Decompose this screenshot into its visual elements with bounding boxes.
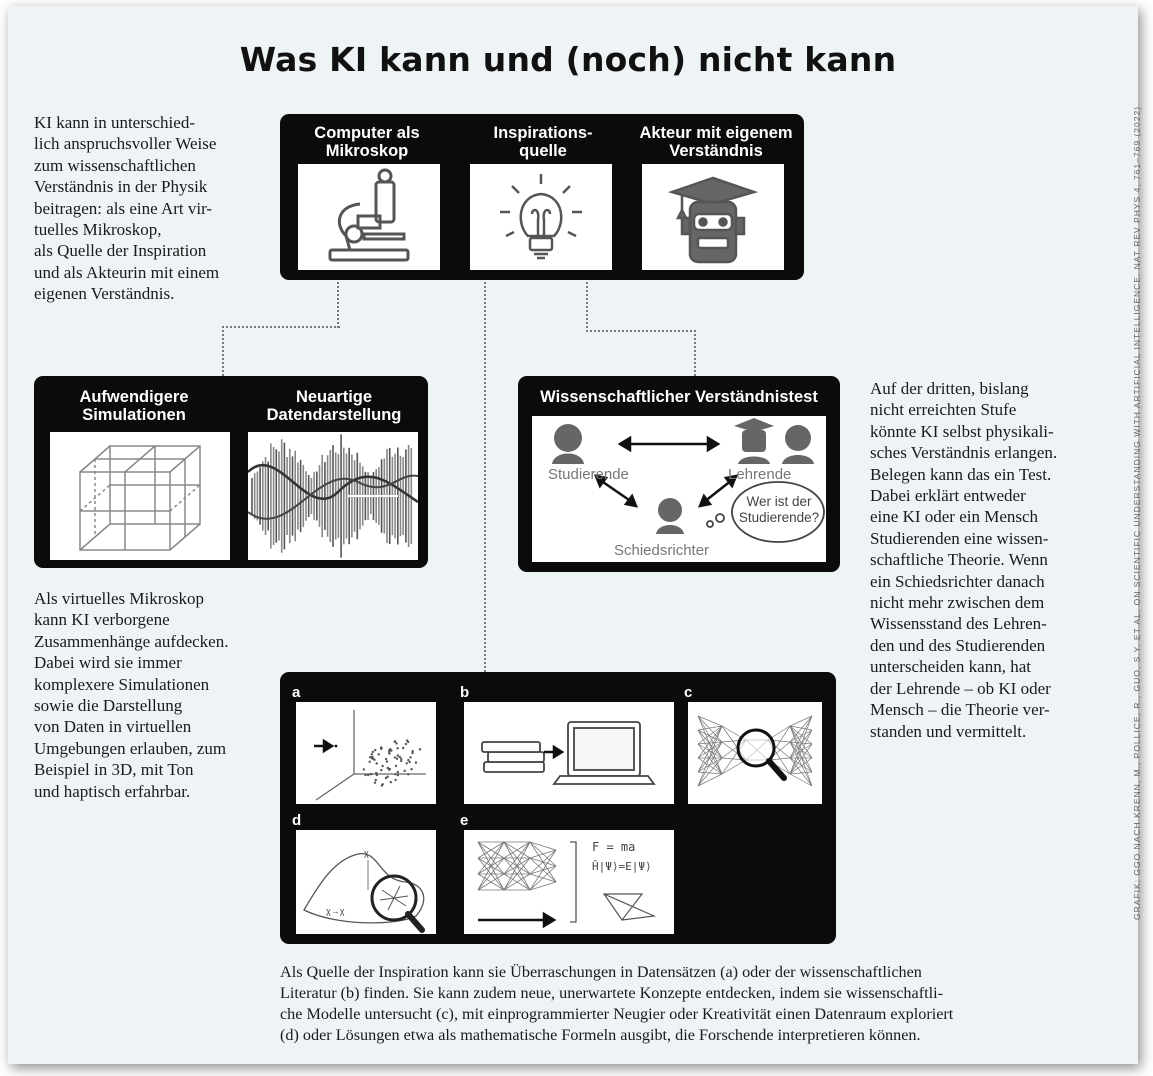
d-axis-label-1: χ→χ bbox=[326, 906, 345, 916]
student-label: Studierende bbox=[548, 466, 629, 483]
inspiration-panel bbox=[280, 672, 836, 944]
judge-label: Schiedsrichter bbox=[614, 542, 710, 559]
test-illustration bbox=[532, 416, 826, 562]
scatter-surprise-icon bbox=[296, 702, 436, 804]
intro-text: KI kann in unterschied- lich anspruchsvoller Weise zum wissenschaftlichen Verständnis in der Physik beitragen: als eine Art vir- tuelles Mikroskop, als Quelle der Inspiration und als Akteurin mit einem eigenen Verständnis. bbox=[34, 113, 220, 304]
cell-label-inspiration: Inspirations- quelle bbox=[493, 124, 593, 160]
network-formula-icon bbox=[464, 830, 674, 934]
inspiration-text: Als Quelle der Inspiration kann sie Überraschungen in Datensätzen (a) oder der wissenschaftlichen Literatur (b) finden. Sie kann zudem neue, unerwartete Konzepte entdecken, indem sie wissenschaftli- che Modelle untersucht (c), mit einprogrammierter Neugier oder Kreativität einen Datenraum exploriert (d) oder Lösungen etwa als mathematische Formeln ausgibt, die Forschende interpretieren können. bbox=[280, 963, 954, 1044]
connector-right bbox=[586, 278, 696, 332]
cell-label-data-representation: Neuartige Datendarstellung bbox=[266, 388, 402, 424]
connector-left-stem bbox=[337, 278, 339, 328]
box-a bbox=[296, 702, 436, 804]
box-b bbox=[464, 702, 674, 804]
waveform-bars-icon bbox=[248, 432, 418, 560]
graphic-credit: GRAFIK: GGO NACH KRENN, M., POLLICE, R., GUO, S.Y. ET AL. ON SCIENTIFIC UNDERSTANDING WITH ARTIFICIAL INTELLIGENCE. NAT REV PHYS 4, 761–769 (2022) bbox=[1132, 106, 1142, 921]
microscope-text: Als virtuelles Mikroskop kann KI verborgene Zusammenhänge aufdecken. Dabei wird sie immer komplexere Simulationen sowie die Darstellung von Daten in virtuellen Umgebungen erlauben, zum Beispiel in 3D, mit Ton und haptisch erfahrbar. bbox=[34, 589, 229, 801]
test-box bbox=[532, 416, 826, 562]
test-title: Wissenschaftlicher Verständnistest bbox=[540, 388, 818, 406]
cell-label-actor: Akteur mit eigenem Verständnis bbox=[639, 124, 793, 160]
microscope-icon bbox=[298, 164, 440, 270]
data-space-magnifier-icon bbox=[296, 830, 436, 934]
box-c bbox=[688, 702, 822, 804]
d-axis-label-2: χ bbox=[364, 848, 369, 858]
robot-teacher-icon bbox=[742, 430, 766, 452]
books-to-laptop-icon bbox=[464, 702, 674, 804]
label-c: c bbox=[684, 684, 693, 701]
cell-label-microscope: Computer als Mikroskop bbox=[314, 124, 420, 160]
human-teacher-icon bbox=[785, 425, 811, 451]
formula-schroedinger: Ĥ|Ψ⟩=E|Ψ⟩ bbox=[592, 860, 652, 873]
light-bulb-icon bbox=[470, 164, 612, 270]
infographic-page bbox=[8, 6, 1142, 1064]
data-representation-box bbox=[248, 432, 418, 560]
judge-avatar-icon bbox=[658, 498, 682, 522]
label-a: a bbox=[292, 684, 301, 701]
network-magnifier-icon bbox=[688, 702, 822, 804]
label-e: e bbox=[460, 812, 469, 829]
lattice-cube-icon bbox=[50, 432, 230, 560]
connector-center bbox=[484, 278, 486, 688]
speech-bubble-text: Wer ist der Studierende? bbox=[738, 494, 820, 525]
connector-right-stem bbox=[694, 330, 696, 380]
robot-graduate-icon bbox=[642, 164, 784, 270]
robot-box bbox=[642, 164, 784, 270]
simulation-panel bbox=[34, 376, 428, 568]
lightbulb-box bbox=[470, 164, 612, 270]
student-avatar-icon bbox=[554, 424, 582, 452]
formula-newton: F = ma bbox=[592, 840, 636, 854]
microscope-box bbox=[298, 164, 440, 270]
page-title: Was KI kann und (noch) nicht kann bbox=[239, 40, 897, 79]
top-panel bbox=[280, 114, 804, 280]
understanding-test-panel bbox=[518, 376, 840, 572]
cell-label-simulations: Aufwendigere Simulationen bbox=[79, 388, 189, 424]
simulation-box bbox=[50, 432, 230, 560]
label-d: d bbox=[292, 812, 302, 829]
teacher-label: Lehrende bbox=[728, 466, 792, 483]
box-e bbox=[464, 830, 674, 934]
label-b: b bbox=[460, 684, 470, 701]
understanding-text: Auf der dritten, bislang nicht erreichten Stufe könnte KI selbst physikali- sches Verständnis erlangen. Belegen kann das ein Test. Dabei erklärt entweder eine KI oder ein Mensch Studierenden eine wissen- schaftliche Theorie. Wenn ein Schiedsrichter danach nicht mehr zwischen dem Wissensstand des Lehren- den und des Studierenden unterscheiden kann, hat der Lehrende – ob KI oder Mensch – die Theorie ver- standen und vermittelt. bbox=[870, 379, 1058, 741]
box-d bbox=[296, 830, 436, 934]
